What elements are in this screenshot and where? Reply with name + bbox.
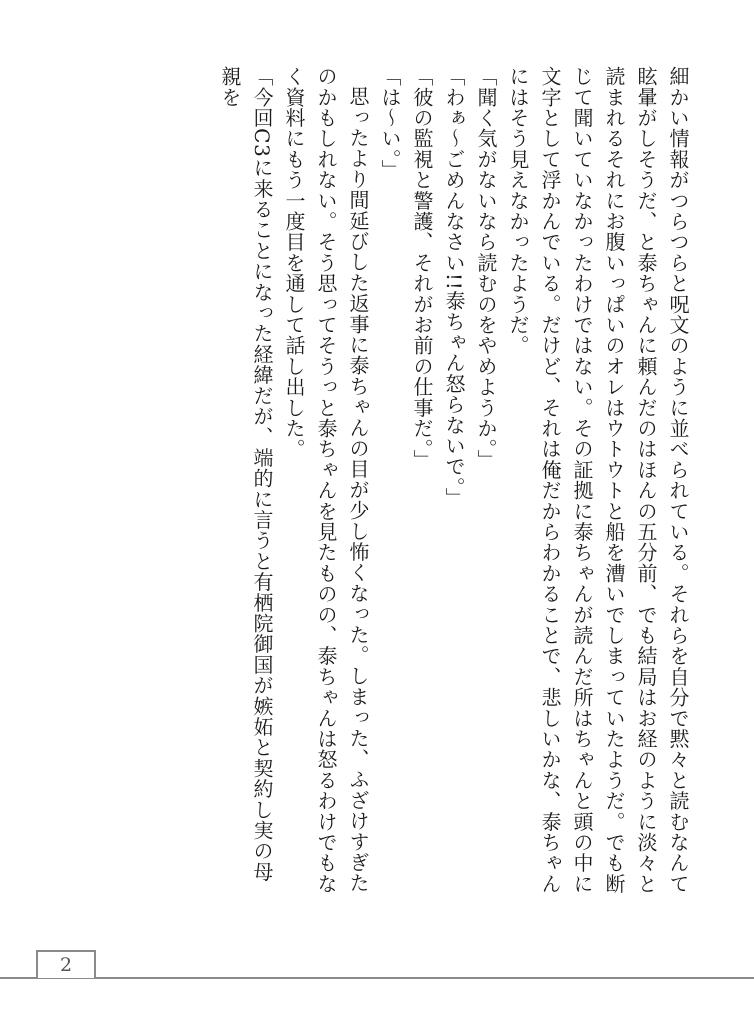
page-number: 2 xyxy=(59,954,73,976)
dialogue-line: 「聞く気がないなら読むのをやめようか。」 xyxy=(474,66,498,470)
dialogue-line: 「彼の監視と警護、それがお前の仕事だ。」 xyxy=(410,66,434,470)
footer-rule xyxy=(0,977,754,979)
narration-paragraph: 細かい情報がつらつらと呪文のように並べられている。それらを自分で黙々と読むなんて眩暈がしそうだ、と泰ちゃんに頼んだのはほんの五分前、でも結局はお経のように淡々と読まれるそれにお腹いっぱいのオレはウトウトと船を漕いでしまっていたようだ。でも断じて聞いていなかったわけではない。その証拠に泰ちゃんが読んだ所はちゃんと頭の中に文字として浮かんでいる。だけど、それは俺だからわかることで、悲しいかな、泰ちゃんにはそう見えなかったようだ。 xyxy=(506,66,690,894)
dialogue-line: 「わぁ〜ごめんなさい!!泰ちゃん怒らないで。」 xyxy=(442,66,466,509)
dialogue-line: 「は〜い。」 xyxy=(378,66,402,181)
narration-paragraph: 思ったより間延びした返事に泰ちゃんの目が少し怖くなった。しまった、ふざけすぎたのかもしれない。そう思ってそうっと泰ちゃんを見たものの、泰ちゃんは怒るわけでもなく資料にもう一度目を通して話し出した。 xyxy=(282,66,370,894)
dialogue-line: 「今回C3に来ることになった経緯だが、端的に言うと有栖院御国が嫉妬と契約し実の母親を xyxy=(218,66,274,883)
page-number-tab xyxy=(36,950,96,978)
vertical-body-text xyxy=(214,66,694,896)
